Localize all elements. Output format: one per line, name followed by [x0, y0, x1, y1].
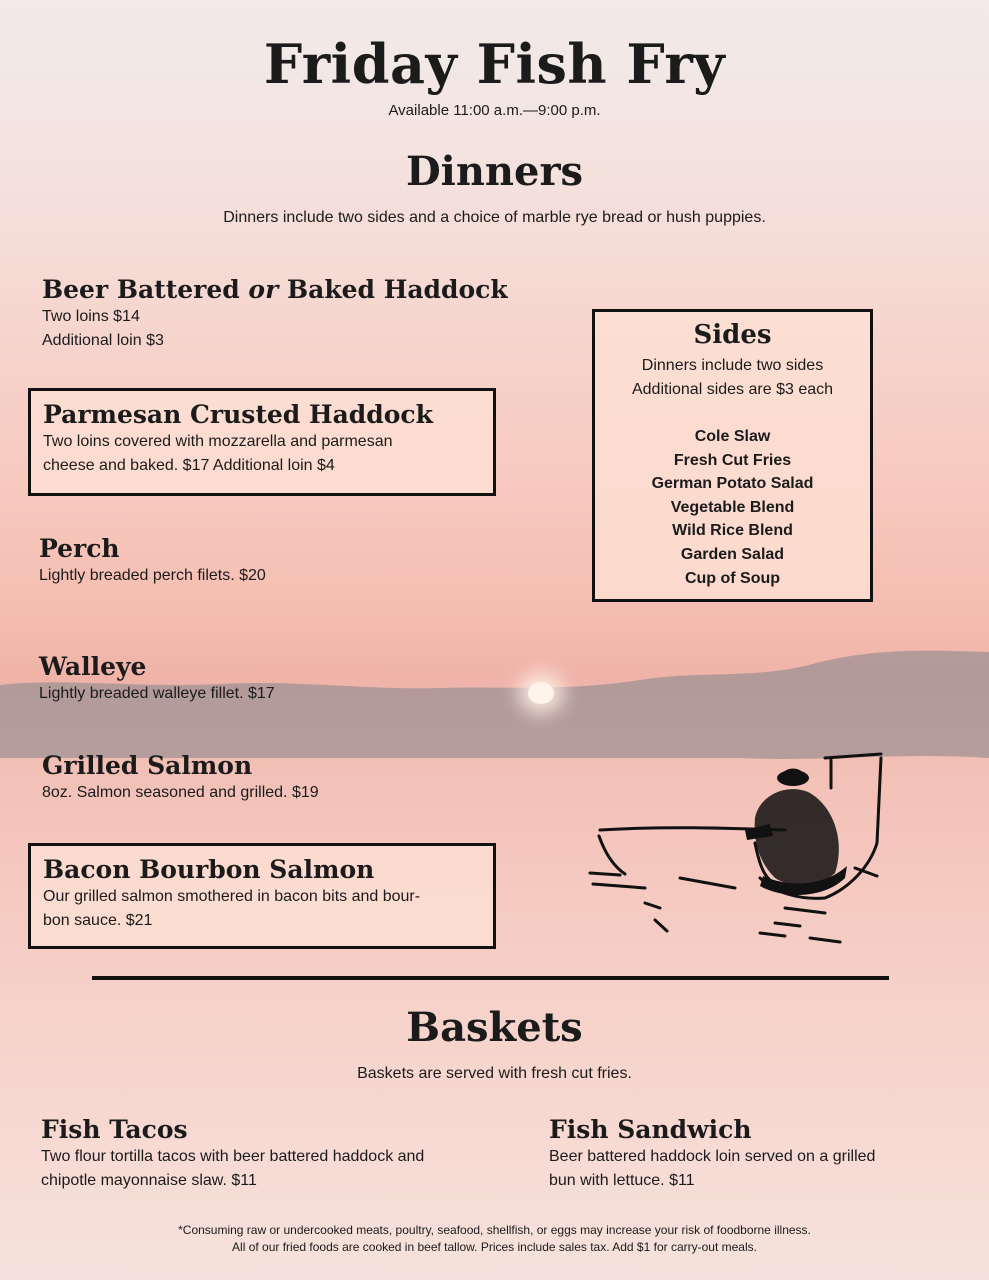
dinners-heading: Dinners: [405, 148, 584, 195]
item-description: bun with lettuce. $11: [549, 1172, 695, 1189]
baskets-note: Baskets are served with fresh cut fries.: [357, 1065, 632, 1082]
side-item: Wild Rice Blend: [672, 522, 793, 540]
item-name: Parmesan Crusted Haddock: [43, 400, 433, 429]
footer-disclaimer: [0, 1222, 989, 1256]
item-price-line: Two loins $14: [42, 308, 140, 325]
side-item: German Potato Salad: [651, 475, 814, 493]
item-name: Fish Tacos: [41, 1115, 188, 1144]
item-description: Beer battered haddock loin served on a grilled: [549, 1148, 876, 1165]
menu-item-grilled-salmon: [42, 751, 319, 805]
menu-item-walleye: [39, 652, 275, 706]
fisherman-boat-illustration: [585, 748, 885, 953]
hours-text: Available 11:00 a.m.—9:00 p.m.: [388, 102, 601, 119]
sides-list: [595, 425, 870, 590]
item-description: chipotle mayonnaise slaw. $11: [41, 1172, 257, 1189]
footer-line: All of our fried foods are cooked in beef tallow. Prices include sales tax. Add $1 for carry-out meals.: [232, 1240, 757, 1254]
item-price-line: Additional loin $3: [42, 332, 164, 349]
basket-item-fish-tacos: [41, 1115, 424, 1193]
item-name: Perch: [39, 534, 120, 563]
baskets-heading: Baskets: [406, 1004, 583, 1051]
item-description: cheese and baked. $17 Additional loin $4: [43, 457, 335, 474]
item-description: bon sauce. $21: [43, 912, 153, 929]
item-name: Bacon Bourbon Salmon: [43, 855, 375, 884]
section-divider: [92, 976, 889, 980]
item-name: Fish Sandwich: [549, 1115, 752, 1144]
menu-item-parmesan-haddock: [28, 388, 496, 496]
side-item: Garden Salad: [680, 545, 785, 563]
sides-note: Dinners include two sides: [641, 357, 824, 374]
sides-heading: Sides: [693, 320, 772, 350]
item-description: Two flour tortilla tacos with beer battered haddock and: [41, 1148, 425, 1165]
item-name: Beer Battered or Baked Haddock: [42, 275, 508, 304]
sides-box: [592, 309, 873, 602]
side-item: Cole Slaw: [694, 428, 771, 445]
item-description: 8oz. Salmon seasoned and grilled. $19: [42, 784, 319, 801]
menu-item-haddock: [42, 275, 508, 353]
item-description: Lightly breaded perch filets. $20: [39, 567, 266, 584]
item-name: Walleye: [39, 652, 147, 681]
basket-item-fish-sandwich: [549, 1115, 875, 1193]
sides-note: Additional sides are $3 each: [631, 381, 834, 398]
menu-item-perch: [39, 534, 266, 588]
item-description: Lightly breaded walleye fillet. $17: [39, 685, 275, 702]
item-name: Grilled Salmon: [42, 751, 253, 780]
item-description: Two loins covered with mozzarella and parmesan: [43, 433, 393, 450]
dinners-note: Dinners include two sides and a choice of marble rye bread or hush puppies.: [223, 209, 766, 226]
side-item: Vegetable Blend: [670, 498, 795, 516]
side-item: Cup of Soup: [684, 569, 781, 587]
menu-title: Friday Fish Fry: [263, 32, 726, 96]
side-item: Fresh Cut Fries: [673, 451, 792, 469]
footer-line: *Consuming raw or undercooked meats, poultry, seafood, shellfish, or eggs may increase your risk of foodborne illness.: [178, 1223, 811, 1237]
item-description: Our grilled salmon smothered in bacon bits and bour-: [43, 888, 421, 905]
menu-item-bacon-bourbon-salmon: [28, 843, 496, 949]
setting-sun: [528, 682, 554, 704]
